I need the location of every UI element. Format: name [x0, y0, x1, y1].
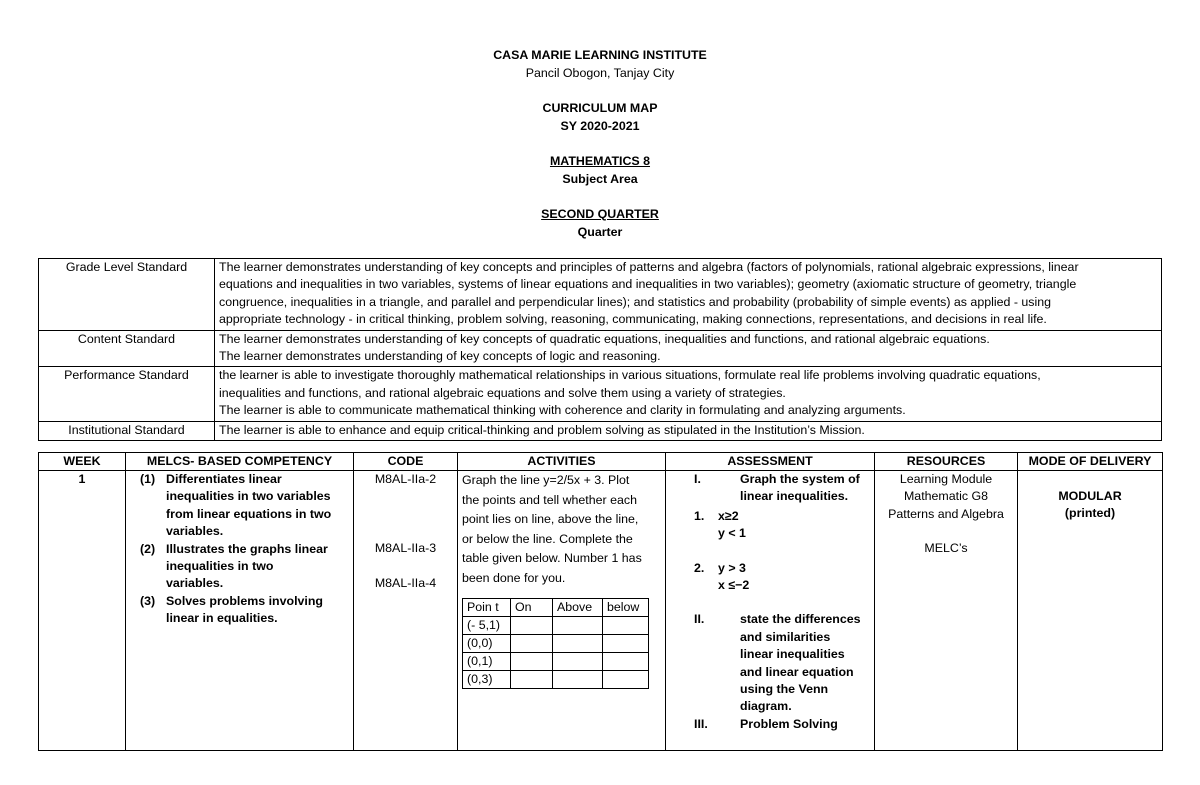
standard-text: The learner demonstrates understanding of key concepts and principles of patterns and algebra (factors of polynomials, rational algebraic expressions, linear equations and inequalities in two variables, systems of linear equations and inequalities in two variables); geometry (axiomatic structure of geometry, triangle congruence, inequalities in a triangle, and parallel and perpendicular lines); and statistics and probability (probability of simple events) as applied - using appropriate technology - in critical thinking, problem solving, reasoning, communicating, making connections, representations, and decisions in real life.	[215, 259, 1162, 331]
code-value: M8AL-IIa-4	[374, 575, 437, 590]
mode-cell: MODULAR (printed)	[1018, 471, 1163, 751]
activity-table-row: (0,3)	[463, 671, 649, 689]
standard-text: The learner demonstrates understanding of key concepts of quadratic equations, inequalities and functions, and rational algebraic equations. The learner demonstrates understanding of key concepts of logic and reasoning.	[215, 330, 1162, 367]
assessment-section: I. Graph the system of linear inequalities.	[694, 472, 860, 504]
standard-text: the learner is able to investigate thoroughly mathematical relationships in various situations, formulate real life problems involving quadratic equations, inequalities and functions, and rational algebraic equations and solve them using a variety of strategies. The learner is able to communicate mathematical thinking with coherence and clarity in formulating and analyzing arguments.	[215, 367, 1162, 421]
quarter-name: SECOND QUARTER	[541, 207, 659, 221]
standards-table	[38, 258, 1162, 441]
school-address: Pancil Obogon, Tanjay City	[525, 66, 675, 80]
standard-row	[39, 259, 1162, 331]
assessment-section: III. Problem Solving	[694, 716, 838, 731]
competency-item: (1) Differentiates linear inequalities in two variables from linear equations in two variables.	[140, 472, 332, 539]
competency-list	[140, 471, 349, 628]
assessment-item: 1. x≥2 y < 1	[694, 508, 746, 541]
activities-cell	[458, 471, 666, 751]
school-name: CASA MARIE LEARNING INSTITUTE	[493, 48, 707, 62]
standard-label: Performance Standard	[39, 367, 215, 421]
document-header	[0, 46, 1200, 241]
column-header: ACTIVITIES	[458, 453, 666, 471]
standard-label: Content Standard	[39, 330, 215, 367]
standard-row	[39, 367, 1162, 421]
competency-cell	[126, 471, 354, 751]
activity-table	[462, 598, 649, 689]
map-row	[39, 471, 1163, 751]
week-cell: 1	[39, 471, 126, 751]
subject-name: MATHEMATICS 8	[549, 154, 651, 168]
column-header: CODE	[354, 453, 458, 471]
code-value: M8AL-IIa-3	[374, 541, 437, 556]
activity-instructions: Graph the line y=2/5x + 3. Plot the points and tell whether each point lies on line, above the line, or below the line. Complete the table given below. Number 1 has been done for you.	[462, 473, 642, 585]
competency-item: (3) Solves problems involving linear in equalities.	[140, 593, 323, 626]
code-value: M8AL-IIa-2	[374, 472, 437, 486]
standard-row	[39, 421, 1162, 440]
activity-table-row: (0,1)	[463, 653, 649, 671]
activity-table-row: (- 5,1)	[463, 617, 649, 635]
assessment-cell	[666, 471, 875, 751]
assessment-item: 2. y > 3 x ≤−2	[694, 560, 750, 593]
curriculum-map-table	[38, 452, 1163, 751]
column-header: ASSESSMENT	[666, 453, 875, 471]
activity-table-header: Poin t On Above below	[463, 599, 649, 617]
column-header: MODE OF DELIVERY	[1018, 453, 1163, 471]
subject-caption: Subject Area	[562, 172, 638, 186]
competency-item: (2) Illustrates the graphs linear inequalities in two variables.	[140, 541, 328, 591]
standard-label: Institutional Standard	[39, 421, 215, 440]
column-header: MELCS- BASED COMPETENCY	[126, 453, 354, 471]
code-cell	[354, 471, 458, 751]
resources-cell: Learning Module Mathematic G8 Patterns and Algebra MELC’s	[875, 471, 1018, 751]
standard-text: The learner is able to enhance and equip critical-thinking and problem solving as stipulated in the Institution’s Mission.	[215, 421, 1162, 440]
assessment-section: II. state the differences and similarities linear inequalities and linear equation using the Venn diagram.	[694, 612, 861, 714]
column-header: WEEK	[39, 453, 126, 471]
quarter-caption: Quarter	[577, 225, 623, 239]
standard-row	[39, 330, 1162, 367]
school-year: SY 2020-2021	[560, 119, 640, 133]
activity-table-row: (0,0)	[463, 635, 649, 653]
map-header-row	[39, 453, 1163, 471]
document-title: CURRICULUM MAP	[542, 101, 658, 115]
column-header: RESOURCES	[875, 453, 1018, 471]
standard-label: Grade Level Standard	[39, 259, 215, 331]
